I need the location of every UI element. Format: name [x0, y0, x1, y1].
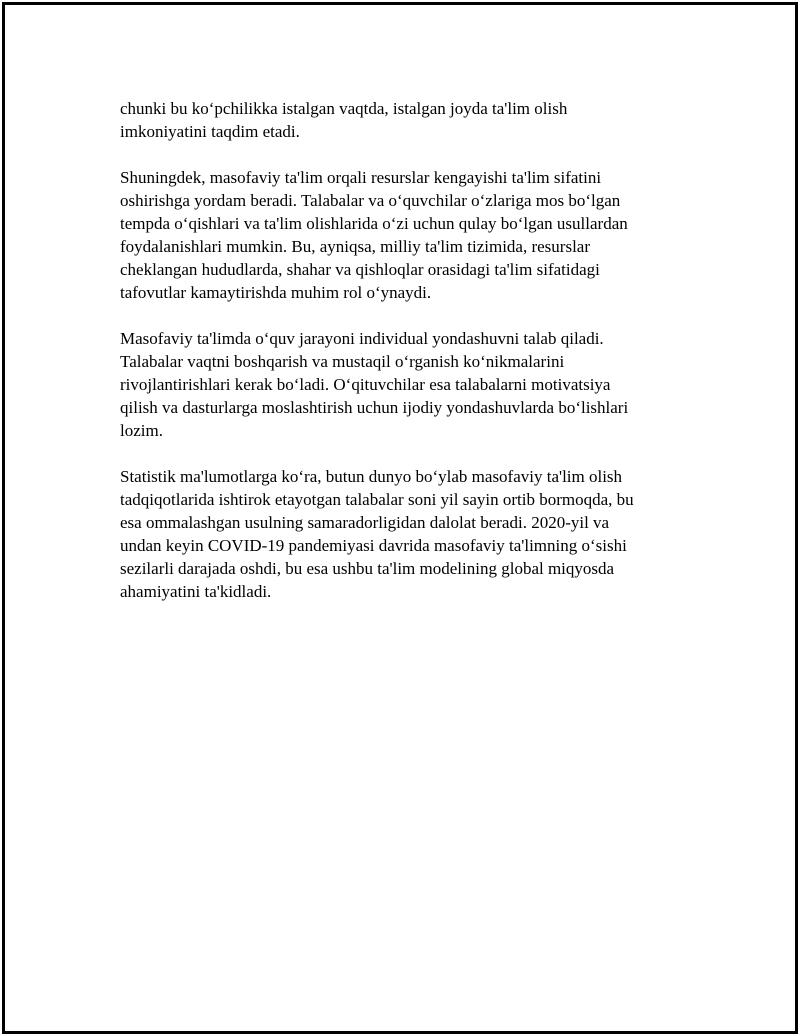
document-body [120, 97, 680, 626]
paragraph-2: Shuningdek, masofaviy ta'lim orqali resurslar kengayishi ta'lim sifatini oshirishga yordam beradi. Talabalar va oʻquvchilar oʻzlariga mos boʻlgan tempda oʻqishlari va ta'lim olishlarida oʻzi uchun qulay boʻlgan usullardan foydalanishlari mumkin. Bu, ayniqsa, milliy ta'lim tizimida, resurslar cheklangan hududlarda, shahar va qishloqlar orasidagi ta'lim sifatidagi tafovutlar kamaytirishda muhim rol oʻynaydi. [120, 168, 628, 302]
paragraph-1: chunki bu koʻpchilikka istalgan vaqtda, istalgan joyda ta'lim olish imkoniyatini taqdim etadi. [120, 99, 568, 141]
paragraph-3: Masofaviy ta'limda oʻquv jarayoni individual yondashuvni talab qiladi. Talabalar vaqtni boshqarish va mustaqil oʻrganish koʻnikmalarini rivojlantirishlari kerak boʻladi. Oʻqituvchilar esa talabalarni motivatsiya qilish va dasturlarga moslashtirish uchun ijodiy yondashuvlarda boʻlishlari lozim. [120, 329, 629, 440]
page-border [2, 2, 798, 1034]
paragraph-4: Statistik ma'lumotlarga koʻra, butun dunyo boʻylab masofaviy ta'lim olish tadqiqotlarida ishtirok etayotgan talabalar soni yil sayin ortib bormoqda, bu esa ommalashgan usulning samaradorligidan dalolat beradi. 2020-yil va undan keyin COVID-19 pandemiyasi davrida masofaviy ta'limning oʻsishi sezilarli darajada oshdi, bu esa ushbu ta'lim modelining global miqyosda ahamiyatini ta'kidladi. [120, 467, 634, 601]
